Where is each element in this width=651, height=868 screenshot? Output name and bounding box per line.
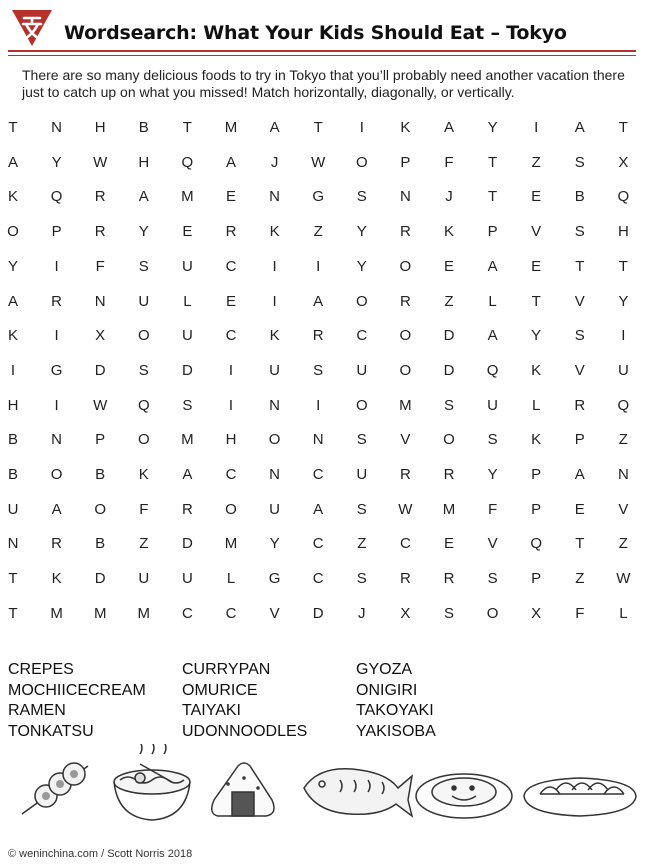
grid-letter: H	[225, 431, 237, 449]
grid-letter: B	[7, 466, 18, 483]
grid-letter: I	[272, 257, 277, 275]
grid-letter: B	[95, 466, 106, 483]
grid-letter: C	[225, 604, 237, 622]
grid-letter: Y	[7, 257, 18, 275]
grid-letter: K	[531, 431, 542, 449]
grid-letter: T	[8, 604, 18, 622]
grid-letter: C	[312, 466, 324, 483]
grid-letter: I	[316, 257, 321, 275]
page-title: Wordsearch: What Your Kids Should Eat – Tokyo	[64, 22, 567, 44]
grid-letter: R	[94, 188, 106, 206]
grid-letter: X	[95, 327, 106, 345]
grid-letter: B	[95, 535, 106, 553]
grid-letter: O	[137, 431, 150, 449]
grid-letter: U	[356, 361, 368, 379]
grid-letter: R	[399, 223, 411, 241]
grid-letter: V	[487, 535, 498, 553]
grid-letter: A	[443, 119, 454, 136]
grid-letter: V	[400, 431, 411, 449]
grid-letter: Z	[531, 153, 541, 171]
grid-letter: O	[268, 431, 281, 449]
grid-letter: I	[54, 327, 59, 345]
grid-letter: T	[575, 535, 585, 553]
grid-letter: I	[228, 396, 234, 414]
grid-letter: A	[51, 500, 62, 518]
grid-letter: O	[355, 292, 368, 310]
grid-letter: W	[616, 570, 631, 588]
onigiri-icon	[212, 763, 274, 816]
grid-letter: K	[269, 327, 280, 345]
grid-letter: L	[488, 292, 497, 310]
grid-letter: W	[93, 153, 108, 171]
grid-letter: J	[270, 153, 279, 171]
grid-letter: P	[531, 570, 542, 588]
grid-letter: E	[531, 257, 542, 275]
grid-letter: M	[224, 119, 238, 136]
grid-letter: O	[399, 327, 412, 345]
grid-letter: A	[313, 292, 324, 310]
grid-letter: A	[574, 466, 585, 483]
grid-letter: O	[355, 153, 368, 171]
grid-letter: Z	[618, 431, 628, 449]
grid-letter: A	[7, 292, 18, 310]
grid-letter: S	[182, 396, 193, 414]
grid-letter: M	[399, 396, 412, 414]
grid-letter: U	[617, 361, 629, 379]
grid-letter: G	[50, 361, 63, 379]
taiyaki-icon	[304, 769, 412, 816]
grid-letter: S	[313, 361, 324, 379]
grid-letter: O	[486, 604, 499, 622]
grid-letter: J	[358, 604, 366, 622]
grid-letter: E	[443, 257, 454, 275]
grid-letter: Q	[617, 188, 630, 206]
grid-letter: F	[575, 604, 585, 622]
grid-letter: Z	[575, 570, 585, 588]
grid-letter: H	[94, 119, 106, 136]
grid-letter: E	[531, 188, 542, 206]
grid-letter: O	[399, 361, 412, 379]
word-list-item: UDONNOODLES	[182, 722, 308, 740]
grid-letter: L	[619, 604, 628, 622]
grid-letter: V	[574, 292, 585, 310]
word-list-item: TAIYAKI	[182, 702, 241, 719]
grid-letter: K	[7, 327, 18, 345]
grid-letter: U	[269, 361, 281, 379]
grid-letter: K	[269, 223, 280, 241]
grid-letter: C	[356, 327, 368, 345]
grid-letter: N	[269, 188, 281, 206]
grid-letter: R	[399, 466, 411, 483]
word-list-item: CREPES	[8, 661, 74, 678]
omurice-plate-icon	[416, 774, 512, 818]
word-list-item: TONKATSU	[8, 722, 94, 740]
grid-letter: E	[574, 500, 585, 518]
grid-letter: F	[444, 153, 454, 171]
grid-letter: P	[531, 500, 542, 518]
grid-letter: U	[7, 500, 19, 518]
grid-letter: A	[487, 327, 498, 345]
grid-letter: C	[225, 257, 237, 275]
grid-letter: V	[618, 500, 629, 518]
grid-letter: M	[224, 535, 238, 553]
grid-letter: M	[50, 604, 63, 622]
grid-letter: L	[532, 396, 541, 414]
grid-letter: A	[182, 466, 193, 483]
grid-letter: R	[574, 396, 586, 414]
grid-letter: V	[574, 361, 585, 379]
grid-letter: U	[356, 466, 368, 483]
grid-letter: U	[181, 327, 193, 345]
grid-letter: M	[181, 431, 194, 449]
word-list-item: GYOZA	[356, 661, 413, 678]
grid-letter: S	[356, 500, 367, 518]
grid-letter: Z	[618, 535, 628, 553]
grid-letter: P	[574, 431, 585, 449]
grid-letter: T	[182, 119, 192, 136]
grid-letter: V	[269, 604, 280, 622]
grid-letter: S	[443, 604, 454, 622]
grid-letter: N	[51, 431, 63, 449]
grid-letter: R	[399, 570, 411, 588]
grid-letter: S	[574, 327, 585, 345]
grid-letter: A	[313, 500, 324, 518]
grid-letter: I	[54, 257, 59, 275]
grid-letter: K	[51, 570, 62, 588]
grid-letter: T	[488, 188, 498, 206]
grid-letter: P	[487, 223, 498, 241]
grid-letter: I	[54, 396, 59, 414]
grid-letter: W	[311, 153, 326, 171]
grid-letter: M	[137, 604, 151, 622]
grid-letter: Y	[487, 119, 498, 136]
grid-letter: F	[488, 500, 498, 518]
grid-letter: A	[574, 119, 585, 136]
grid-letter: Y	[531, 327, 542, 345]
grid-letter: E	[225, 188, 236, 206]
weninchina-logo-icon	[8, 8, 56, 48]
grid-letter: P	[95, 431, 106, 449]
grid-letter: O	[443, 431, 455, 449]
grid-letter: N	[269, 396, 281, 414]
grid-letter: C	[225, 466, 237, 483]
grid-letter: S	[574, 223, 585, 241]
food-illustrations	[0, 744, 651, 840]
grid-letter: Q	[617, 396, 630, 414]
grid-letter: N	[269, 466, 281, 483]
grid-letter: D	[312, 604, 324, 622]
grid-letter: Y	[138, 223, 149, 241]
grid-letter: S	[574, 153, 585, 171]
grid-letter: S	[487, 570, 498, 588]
grid-letter: R	[399, 292, 411, 310]
grid-letter: N	[617, 466, 629, 483]
grid-letter: R	[51, 292, 63, 310]
grid-letter: F	[95, 257, 105, 275]
grid-letter: O	[355, 396, 368, 414]
grid-letter: O	[94, 500, 107, 518]
grid-letter: P	[51, 223, 62, 241]
grid-letter: C	[181, 604, 193, 622]
grid-letter: S	[356, 570, 367, 588]
word-list-item: MOCHIICECREAM	[8, 681, 146, 699]
grid-letter: R	[181, 500, 193, 518]
header-rule-bottom	[8, 55, 636, 56]
grid-letter: R	[94, 223, 106, 241]
grid-letter: T	[313, 119, 323, 136]
gyoza-plate-icon	[524, 778, 636, 816]
grid-letter: X	[531, 604, 542, 622]
grid-letter: S	[487, 431, 498, 449]
grid-letter: U	[181, 570, 193, 588]
grid-letter: L	[183, 292, 192, 310]
grid-letter: L	[226, 570, 236, 588]
grid-letter: B	[574, 188, 585, 206]
grid-letter: N	[399, 188, 411, 206]
grid-letter: T	[618, 119, 628, 136]
grid-letter: W	[93, 396, 108, 414]
grid-letter: N	[312, 431, 324, 449]
grid-letter: E	[443, 535, 454, 553]
grid-letter: I	[534, 119, 539, 136]
grid-letter: Y	[356, 223, 367, 241]
grid-letter: T	[531, 292, 541, 310]
grid-letter: X	[400, 604, 411, 622]
ramen-bowl-icon	[114, 744, 190, 820]
word-list-item: TAKOYAKI	[356, 702, 434, 719]
grid-letter: K	[443, 223, 454, 241]
grid-letter: R	[443, 570, 455, 588]
grid-letter: M	[181, 188, 194, 206]
grid-letter: Z	[444, 292, 454, 310]
grid-letter: Q	[181, 153, 194, 171]
word-list-item: OMURICE	[182, 681, 258, 699]
intro-text: There are so many delicious foods to try in Tokyo that you’ll probably need another vacation there just to catch up on what you missed! Match horizontally, diagonally, or vertically.	[22, 67, 625, 100]
grid-letter: U	[138, 570, 150, 588]
grid-letter: B	[138, 119, 149, 136]
grid-letter: D	[181, 535, 193, 553]
grid-letter: I	[228, 361, 234, 379]
grid-letter: S	[356, 431, 367, 449]
grid-letter: N	[51, 119, 63, 136]
word-list-item: YAKISOBA	[356, 722, 436, 740]
grid-letter: T	[488, 153, 498, 171]
grid-letter: X	[618, 153, 629, 171]
copyright-footer: © weninchina.com / Scott Norris 2018	[8, 848, 193, 860]
word-list-item: RAMEN	[8, 702, 66, 719]
grid-letter: T	[618, 257, 628, 275]
word-list-item: ONIGIRI	[356, 681, 418, 699]
header-rule-top	[8, 50, 636, 52]
grid-letter: K	[138, 466, 149, 483]
grid-letter: R	[443, 466, 455, 483]
grid-letter: I	[316, 396, 321, 414]
grid-letter: T	[575, 257, 585, 275]
grid-letter: Y	[618, 292, 629, 310]
grid-letter: F	[139, 500, 149, 518]
grid-letter: Z	[357, 535, 367, 553]
grid-letter: H	[617, 223, 629, 241]
grid-letter: R	[225, 223, 237, 241]
grid-letter: O	[399, 257, 412, 275]
grid-letter: Y	[269, 535, 280, 553]
grid-letter: S	[138, 361, 149, 379]
grid-letter: U	[181, 257, 193, 275]
grid-letter: Y	[356, 257, 367, 275]
grid-letter: N	[94, 292, 106, 310]
grid-letter: Z	[139, 535, 149, 553]
grid-letter: S	[356, 188, 367, 206]
grid-letter: P	[531, 466, 542, 483]
grid-letter: C	[312, 570, 324, 588]
grid-letter: A	[487, 257, 498, 275]
grid-letter: D	[443, 327, 455, 345]
word-list-item: CURRYPAN	[182, 661, 271, 678]
grid-letter: H	[7, 396, 19, 414]
grid-letter: K	[7, 188, 18, 206]
grid-letter: O	[137, 327, 150, 345]
grid-letter: Q	[530, 535, 543, 553]
grid-letter: E	[225, 292, 236, 310]
grid-letter: S	[443, 396, 454, 414]
grid-letter: P	[400, 153, 411, 171]
grid-letter: K	[400, 119, 411, 136]
grid-letter: I	[272, 292, 277, 310]
grid-letter: Q	[50, 188, 63, 206]
grid-letter: A	[269, 119, 280, 136]
grid-letter: W	[398, 500, 413, 518]
grid-letter: Q	[137, 396, 150, 414]
dango-skewer-icon	[22, 763, 88, 814]
grid-letter: Q	[486, 361, 499, 379]
grid-letter: R	[51, 535, 63, 553]
grid-letter: I	[10, 361, 16, 379]
grid-letter: D	[94, 361, 106, 379]
grid-letter: B	[7, 431, 18, 449]
grid-letter: U	[487, 396, 499, 414]
grid-letter: M	[93, 604, 107, 622]
grid-letter: U	[138, 292, 150, 310]
grid-letter: Y	[51, 153, 62, 171]
grid-letter: M	[442, 500, 456, 518]
grid-letter: D	[443, 361, 455, 379]
grid-letter: D	[94, 570, 106, 588]
grid-letter: I	[359, 119, 364, 136]
grid-letter: G	[268, 570, 281, 588]
grid-letter: D	[181, 361, 193, 379]
grid-letter: G	[312, 188, 325, 206]
grid-letter: T	[8, 119, 18, 136]
grid-letter: O	[7, 223, 19, 241]
grid-letter: O	[50, 466, 63, 483]
grid-letter: C	[399, 535, 411, 553]
letter-grid	[0, 117, 651, 629]
grid-letter: U	[269, 500, 281, 518]
grid-letter: A	[225, 153, 236, 171]
grid-letter: Y	[487, 466, 498, 483]
grid-letter: A	[138, 188, 149, 206]
grid-letter: N	[7, 535, 19, 553]
grid-letter: I	[621, 327, 626, 345]
grid-letter: O	[225, 500, 237, 518]
grid-letter: R	[312, 327, 324, 345]
grid-letter: C	[312, 535, 324, 553]
grid-letter: E	[182, 223, 193, 241]
grid-letter: Z	[313, 223, 323, 241]
word-list	[8, 660, 548, 742]
grid-letter: A	[7, 153, 18, 171]
grid-letter: S	[138, 257, 149, 275]
grid-letter: K	[531, 361, 542, 379]
grid-letter: V	[531, 223, 542, 241]
grid-letter: J	[445, 188, 453, 206]
grid-letter: H	[138, 153, 150, 171]
grid-letter: C	[225, 327, 237, 345]
grid-letter: T	[8, 570, 18, 588]
